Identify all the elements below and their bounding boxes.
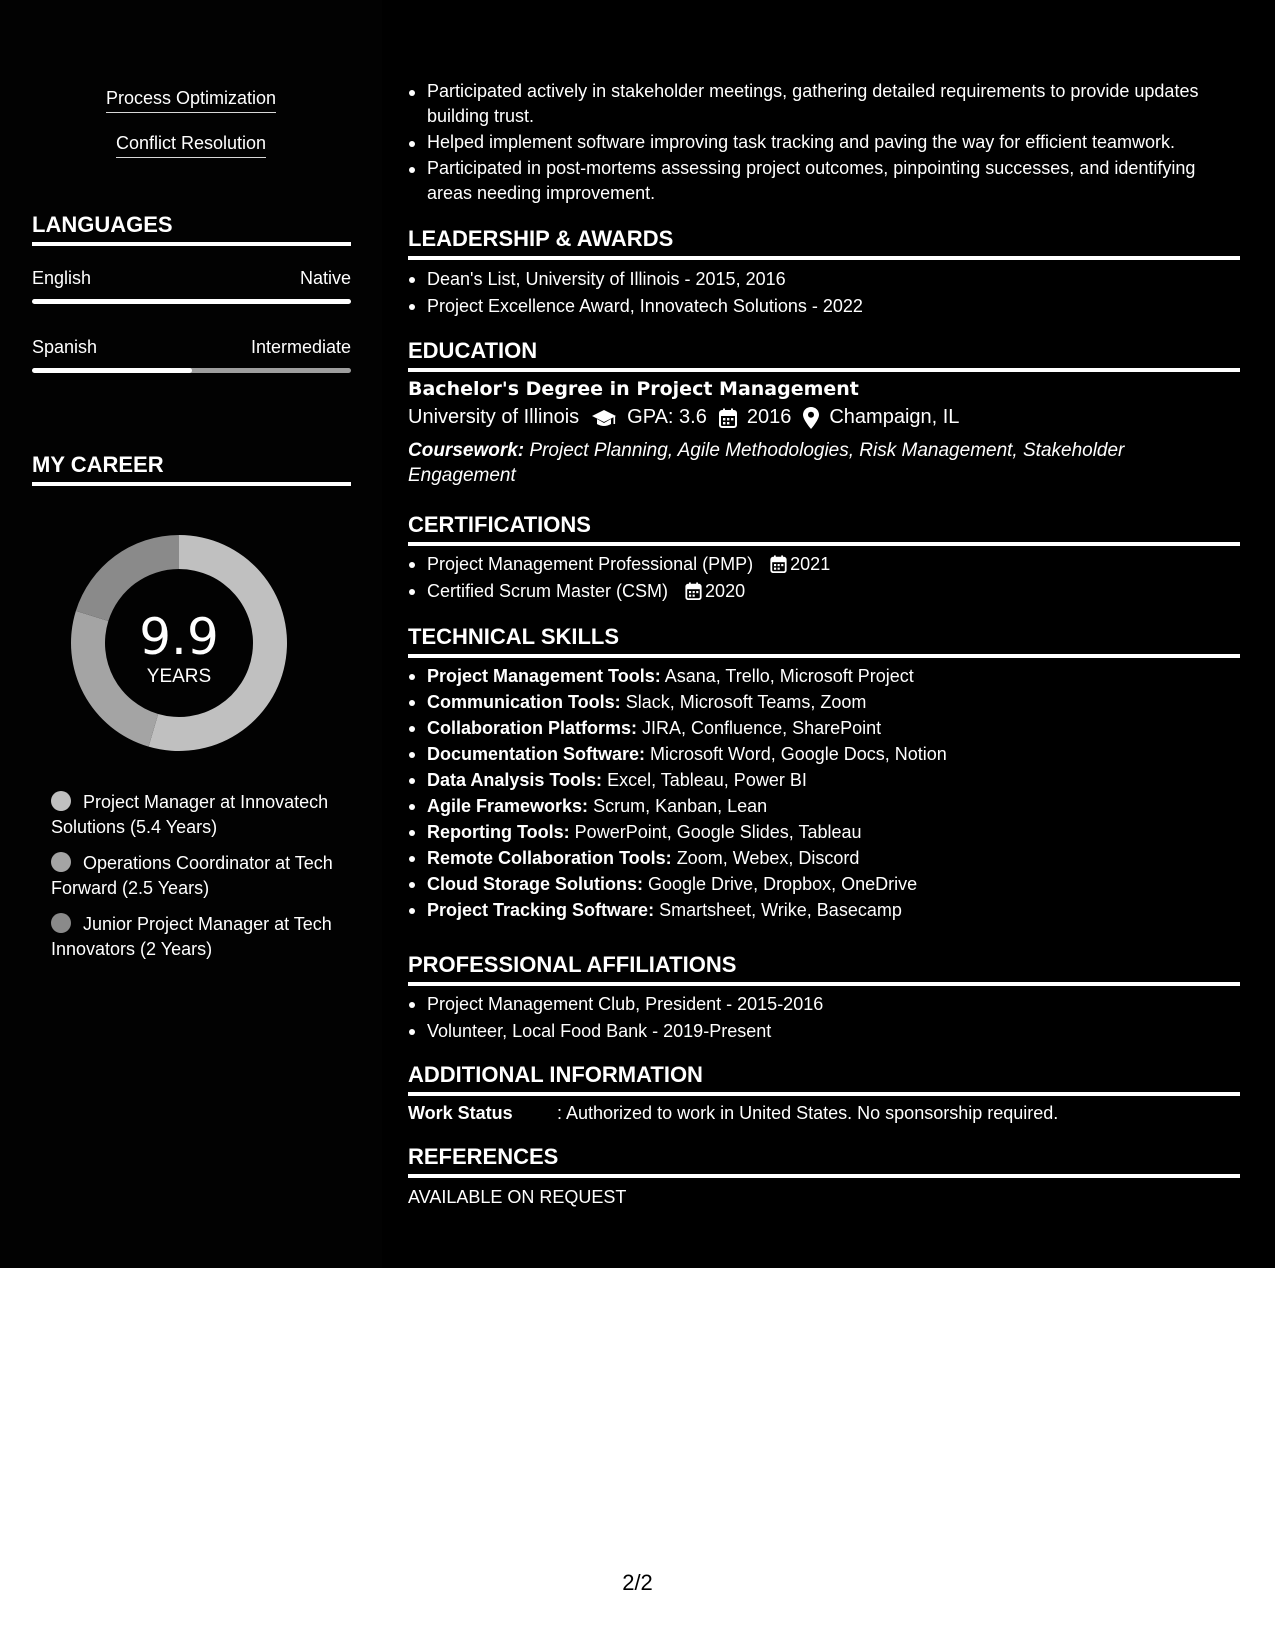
awards-heading: LEADERSHIP & AWARDS bbox=[408, 226, 1240, 260]
calendar-icon bbox=[770, 555, 787, 573]
skill-tag: Process Optimization bbox=[0, 88, 382, 113]
list-item: Project Tracking Software: Smartsheet, Wrike, Basecamp bbox=[408, 897, 1240, 923]
gpa: GPA: 3.6 bbox=[627, 406, 707, 428]
language-row bbox=[32, 337, 351, 358]
career-total-years: 9.9 bbox=[139, 608, 219, 666]
list-item: Dean's List, University of Illinois - 2015, 2016 bbox=[408, 266, 1240, 293]
calendar-icon bbox=[719, 408, 737, 428]
technical-skills-list bbox=[408, 663, 1240, 923]
language-name: Spanish bbox=[32, 337, 98, 357]
list-item: Certified Scrum Master (CSM) 2020 bbox=[408, 578, 1240, 605]
affiliations-heading: PROFESSIONAL AFFILIATIONS bbox=[408, 952, 1240, 986]
language-level: Intermediate bbox=[250, 337, 351, 357]
list-item: Remote Collaboration Tools: Zoom, Webex, Discord bbox=[408, 845, 1240, 871]
graduation-year: 2016 bbox=[746, 406, 792, 428]
page-number: 2/2 bbox=[622, 1570, 653, 1595]
coursework: Coursework: Project Planning, Agile Methodologies, Risk Management, Stakeholder Engagement bbox=[408, 440, 1125, 486]
list-item: Project Management Professional (PMP) 2021 bbox=[408, 551, 1240, 578]
list-item: Project Management Club, President - 2015-2016 bbox=[408, 991, 1240, 1018]
language-name: English bbox=[32, 268, 92, 288]
language-level: Native bbox=[299, 268, 351, 288]
language-row bbox=[32, 268, 351, 289]
references-text: AVAILABLE ON REQUEST bbox=[408, 1187, 627, 1207]
list-item: Collaboration Platforms: JIRA, Confluence, SharePoint bbox=[408, 715, 1240, 741]
list-item: Project Management Tools: Asana, Trello, Microsoft Project bbox=[408, 663, 1240, 689]
list-item: Communication Tools: Slack, Microsoft Teams, Zoom bbox=[408, 689, 1240, 715]
experience-bullets bbox=[408, 79, 1240, 207]
certification-year: 2020 bbox=[705, 581, 746, 601]
skill-tag: Conflict Resolution bbox=[0, 133, 382, 158]
legend-dot-icon bbox=[51, 852, 71, 872]
affiliations-list bbox=[408, 991, 1240, 1045]
language-proficiency-bar bbox=[32, 368, 351, 373]
work-status-value: : Authorized to work in United States. No sponsorship required. bbox=[557, 1103, 1059, 1123]
degree-title: Bachelor's Degree in Project Management bbox=[408, 378, 859, 400]
list-item: Participated in post-mortems assessing project outcomes, pinpointing successes, and identifying areas needing improvement. bbox=[408, 156, 1240, 206]
list-item: Project Excellence Award, Innovatech Solutions - 2022 bbox=[408, 293, 1240, 320]
list-item: Participated actively in stakeholder meetings, gathering detailed requirements to provide updates building trust. bbox=[408, 79, 1240, 129]
legend-dot-icon bbox=[51, 791, 71, 811]
career-total-unit: YEARS bbox=[146, 666, 212, 687]
language-proficiency-fill bbox=[32, 299, 351, 304]
list-item: Cloud Storage Solutions: Google Drive, Dropbox, OneDrive bbox=[408, 871, 1240, 897]
graduation-cap-icon bbox=[591, 408, 617, 428]
awards-list bbox=[408, 266, 1240, 320]
career-legend-item: Project Manager at Innovatech Solutions (5.4 Years) bbox=[51, 792, 329, 837]
education-meta bbox=[408, 406, 959, 429]
career-legend-item: Operations Coordinator at Tech Forward (2.5 Years) bbox=[51, 853, 333, 898]
language-proficiency-fill bbox=[32, 368, 192, 373]
school-name: University of Illinois bbox=[408, 406, 580, 428]
career-donut-chart bbox=[66, 530, 292, 756]
list-item: Reporting Tools: PowerPoint, Google Slides, Tableau bbox=[408, 819, 1240, 845]
list-item: Helped implement software improving task tracking and paving the way for efficient teamwork. bbox=[408, 130, 1240, 155]
location-pin-icon bbox=[803, 407, 819, 429]
languages-heading: LANGUAGES bbox=[32, 212, 351, 246]
additional-info-heading: ADDITIONAL INFORMATION bbox=[408, 1062, 1240, 1096]
technical-skills-heading: TECHNICAL SKILLS bbox=[408, 624, 1240, 658]
list-item: Volunteer, Local Food Bank - 2019-Present bbox=[408, 1018, 1240, 1045]
career-legend bbox=[51, 790, 351, 973]
certifications-heading: CERTIFICATIONS bbox=[408, 512, 1240, 546]
references-heading: REFERENCES bbox=[408, 1144, 1240, 1178]
calendar-icon bbox=[685, 582, 702, 600]
list-item: Documentation Software: Microsoft Word, Google Docs, Notion bbox=[408, 741, 1240, 767]
work-status-label: Work Status bbox=[408, 1103, 513, 1123]
list-item: Agile Frameworks: Scrum, Kanban, Lean bbox=[408, 793, 1240, 819]
sidebar bbox=[0, 0, 382, 1268]
education-heading: EDUCATION bbox=[408, 338, 1240, 372]
language-proficiency-bar bbox=[32, 299, 351, 304]
school-location: Champaign, IL bbox=[829, 406, 960, 428]
career-heading: MY CAREER bbox=[32, 452, 351, 486]
certifications-list bbox=[408, 551, 1240, 605]
certification-year: 2021 bbox=[790, 554, 831, 574]
legend-dot-icon bbox=[51, 913, 71, 933]
list-item: Data Analysis Tools: Excel, Tableau, Power BI bbox=[408, 767, 1240, 793]
career-legend-item: Junior Project Manager at Tech Innovators (2 Years) bbox=[51, 914, 332, 959]
